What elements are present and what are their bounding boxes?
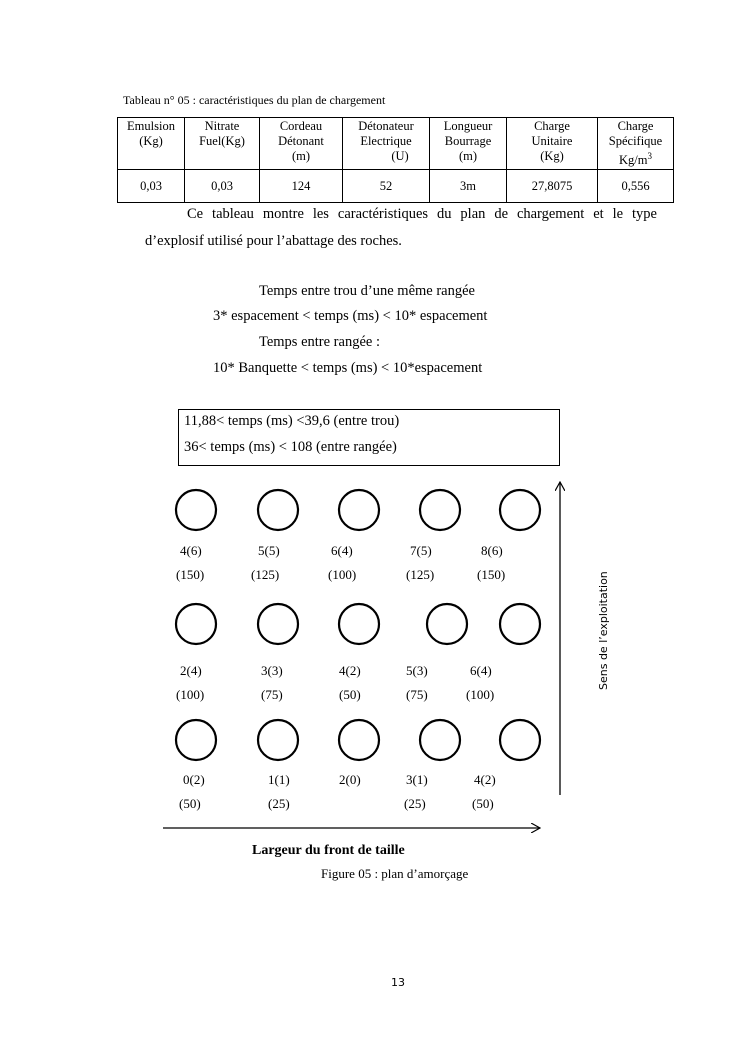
blast-hole	[500, 604, 540, 644]
blast-hole	[420, 720, 460, 760]
table-cell: 52	[343, 170, 430, 203]
hole-time-label: (100)	[176, 687, 205, 702]
table-cell: 0,03	[118, 170, 185, 203]
page-number: 13	[391, 976, 405, 989]
result-line-1: 11,88< temps (ms) <39,6 (entre trou)	[184, 413, 400, 429]
blast-hole	[339, 604, 379, 644]
hole-delay-label: 4(6)	[180, 543, 202, 558]
table-cell: 27,8075	[507, 170, 598, 203]
formula-2-expression: 10* Banquette < temps (ms) < 10*espacement	[213, 360, 483, 376]
blast-hole	[176, 490, 216, 530]
header-nitrate-fuel: Nitrate Fuel(Kg)	[185, 118, 260, 170]
table-cell: 3m	[430, 170, 507, 203]
header-charge-unitaire: Charge Unitaire (Kg)	[507, 118, 598, 170]
blast-hole	[258, 720, 298, 760]
hole-time-label: (75)	[406, 687, 428, 702]
blast-hole	[339, 490, 379, 530]
hole-delay-label: 2(0)	[339, 772, 361, 787]
blast-hole	[258, 490, 298, 530]
hole-time-label: (75)	[261, 687, 283, 702]
hole-time-label: (125)	[251, 567, 280, 582]
hole-delay-label: 1(1)	[268, 772, 290, 787]
hole-time-label: (50)	[339, 687, 361, 702]
hole-time-label: (50)	[472, 796, 494, 811]
hole-delay-label: 7(5)	[410, 543, 432, 558]
blast-hole	[176, 720, 216, 760]
figure-caption: Figure 05 : plan d’amorçage	[321, 866, 469, 881]
hole-delay-label: 6(4)	[331, 543, 353, 558]
hole-time-label: (50)	[179, 796, 201, 811]
blast-hole	[339, 720, 379, 760]
blast-hole	[500, 720, 540, 760]
hole-time-label: (150)	[477, 567, 506, 582]
formula-1-title: Temps entre trou d’une même rangée	[259, 283, 475, 299]
hole-delay-label: 8(6)	[481, 543, 503, 558]
blast-hole	[420, 490, 460, 530]
y-axis-label: Sens de l’exploitation	[597, 571, 610, 690]
paragraph-line-2: d’explosif utilisé pour l’abattage des roches.	[145, 233, 402, 249]
hole-delay-label: 2(4)	[180, 663, 202, 678]
table-cell: 0,556	[598, 170, 674, 203]
blast-hole	[500, 490, 540, 530]
paragraph-line-1: Ce tableau montre les caractéristiques du plan de chargement et le type	[187, 206, 657, 222]
hole-delay-label: 4(2)	[339, 663, 361, 678]
formula-2-title: Temps entre rangée :	[259, 334, 380, 350]
formula-1-expression: 3* espacement < temps (ms) < 10* espacement	[213, 308, 488, 324]
result-line-2: 36< temps (ms) < 108 (entre rangée)	[184, 439, 397, 455]
blast-hole	[176, 604, 216, 644]
hole-time-label: (100)	[466, 687, 495, 702]
hole-time-label: (150)	[176, 567, 205, 582]
table-caption: Tableau n° 05 : caractéristiques du plan de chargement	[123, 93, 386, 107]
hole-delay-label: 5(3)	[406, 663, 428, 678]
blast-hole	[427, 604, 467, 644]
hole-delay-label: 6(4)	[470, 663, 492, 678]
hole-delay-label: 3(3)	[261, 663, 283, 678]
header-cordeau-detonant: Cordeau Détonant (m)	[260, 118, 343, 170]
hole-time-label: (25)	[404, 796, 426, 811]
hole-delay-label: 4(2)	[474, 772, 496, 787]
table-cell: 0,03	[185, 170, 260, 203]
hole-delay-label: 5(5)	[258, 543, 280, 558]
header-emulsion: Emulsion (Kg)	[118, 118, 185, 170]
hole-delay-label: 0(2)	[183, 772, 205, 787]
header-charge-specifique: Charge Spécifique $Kg/m^3$	[598, 118, 674, 170]
header-detonateur-electrique: Détonateur Electrique (U)	[343, 118, 430, 170]
x-axis-label: Largeur du front de taille	[252, 843, 405, 858]
hole-time-label: (125)	[406, 567, 435, 582]
blast-hole	[258, 604, 298, 644]
hole-time-label: (25)	[268, 796, 290, 811]
hole-time-label: (100)	[328, 567, 357, 582]
header-longueur-bourrage: Longueur Bourrage (m)	[430, 118, 507, 170]
hole-delay-label: 3(1)	[406, 772, 428, 787]
table-cell: 124	[260, 170, 343, 203]
